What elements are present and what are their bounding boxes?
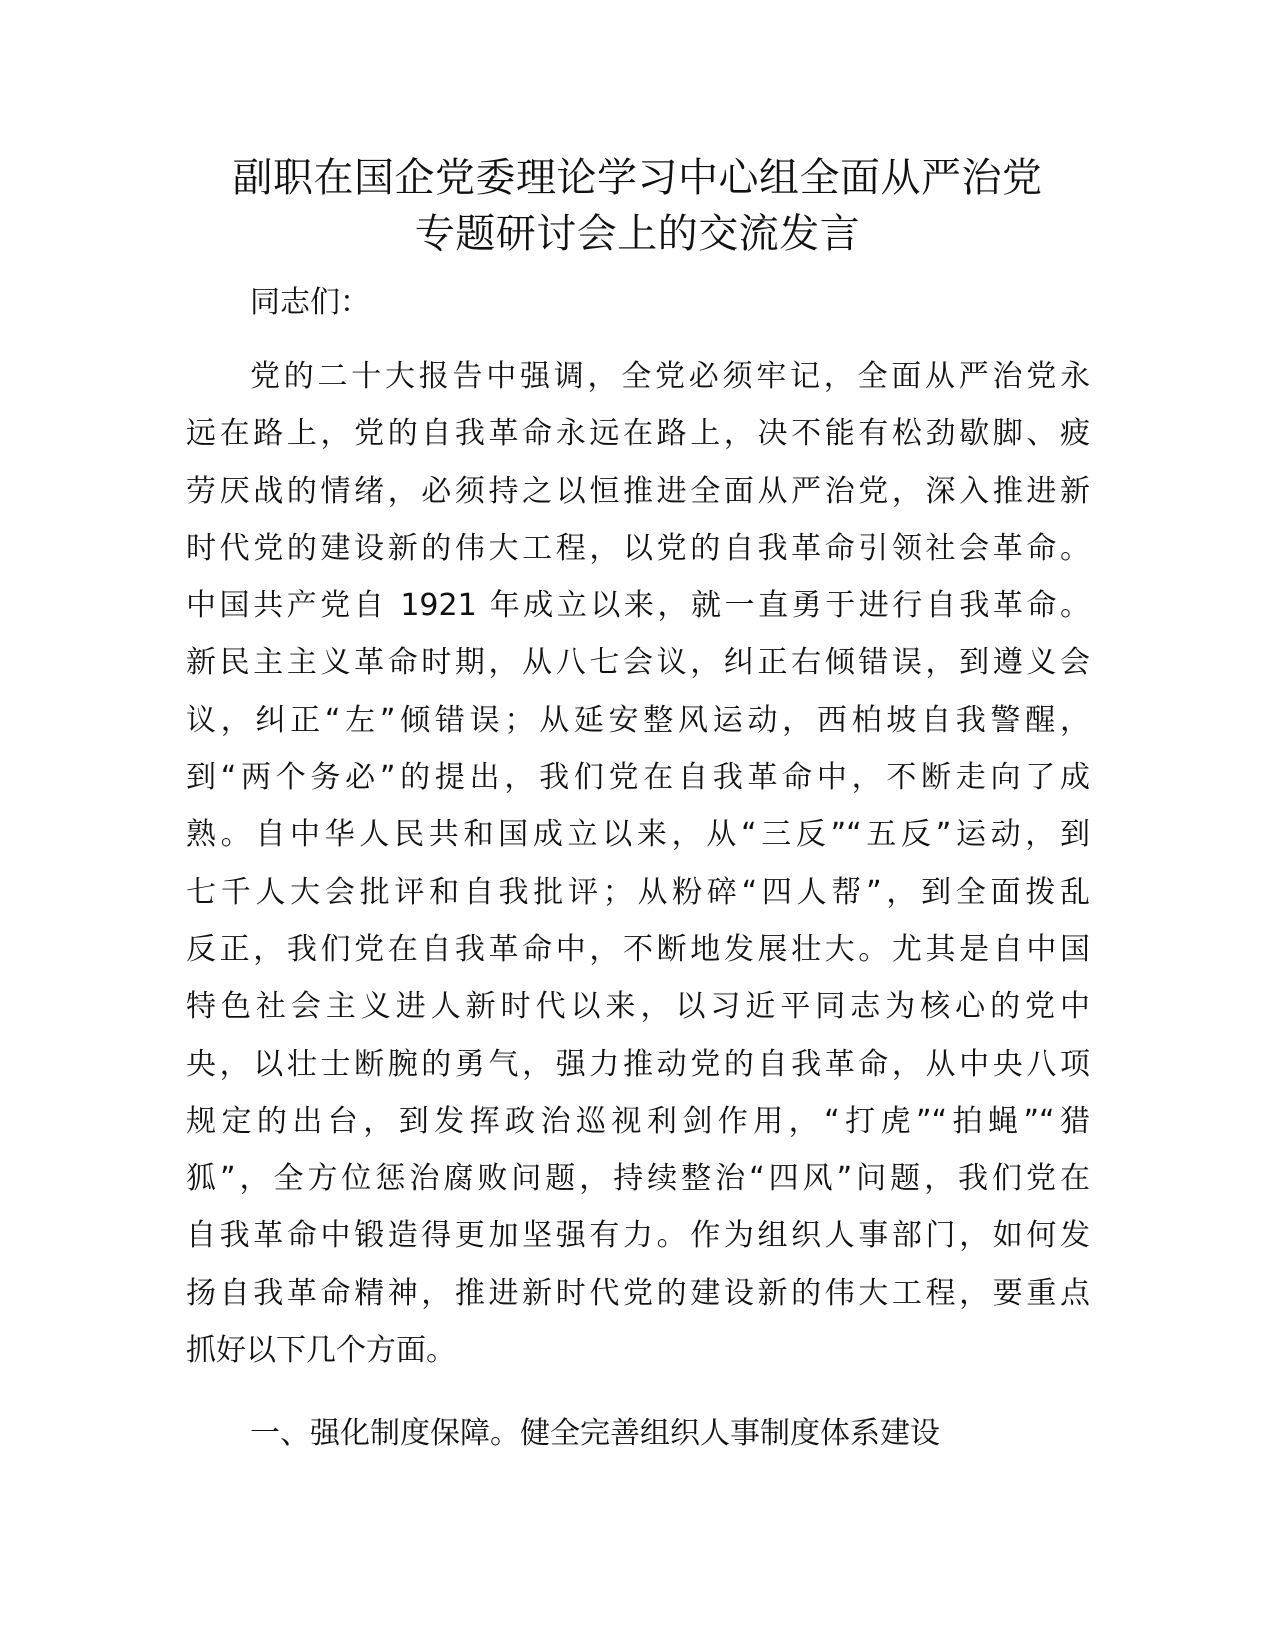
- paragraph-line: 新民主主义革命时期，从八七会议，纠正右倾错误，到遵义会: [186, 645, 1090, 681]
- paragraph-line: 劳厌战的情绪，必须持之以恒推进全面从严治党，深入推进新: [186, 473, 1090, 509]
- paragraph-line: 央，以壮士断腕的勇气，强力推动党的自我革命，从中央八项: [186, 1046, 1090, 1082]
- paragraph-line: 特色社会主义进人新时代以来，以习近平同志为核心的党中: [186, 989, 1090, 1025]
- paragraph-line: 议，纠正“左”倾错误；从延安整风运动，西柏坡自我警醒，: [186, 702, 1090, 738]
- paragraph-line: 中国共产党自 1921 年成立以来，就一直勇于进行自我革命。: [186, 588, 1090, 624]
- body-paragraph: [186, 348, 1090, 1379]
- paragraph-line: 自我革命中锻造得更加坚强有力。作为组织人事部门，如何发: [186, 1218, 1090, 1254]
- greeting: 同志们：: [250, 285, 370, 320]
- paragraph-line: 到“两个务必”的提出，我们党在自我革命中，不断走向了成: [186, 760, 1090, 796]
- title-line-2: 专题研讨会上的交流发言: [414, 211, 861, 257]
- paragraph-line: 狐”，全方位惩治腐败问题，持续整治“四风”问题，我们党在: [186, 1161, 1090, 1197]
- paragraph-line: 规定的出台，到发挥政治巡视利剑作用，“打虎”“拍蝇”“猎: [186, 1103, 1090, 1139]
- document-title: [0, 150, 1275, 262]
- title-line-1: 副职在国企党委理论学习中心组全面从严治党: [232, 155, 1043, 201]
- paragraph-line: 扬自我革命精神，推进新时代党的建设新的伟大工程，要重点: [186, 1275, 1090, 1311]
- paragraph-line: 熟。自中华人民共和国成立以来，从“三反”“五反”运动，到: [186, 817, 1090, 853]
- paragraph-line: 反正，我们党在自我革命中，不断地发展壮大。尤其是自中国: [186, 931, 1090, 967]
- paragraph-line: 抓好以下几个方面。: [186, 1333, 456, 1369]
- paragraph-line: 七千人大会批评和自我批评；从粉碎“四人帮”，到全面拨乱: [186, 874, 1090, 910]
- paragraph-line: 远在路上，党的自我革命永远在路上，决不能有松劲歇脚、疲: [186, 416, 1090, 452]
- paragraph-line: 党的二十大报告中强调，全党必须牢记，全面从严治党永: [250, 359, 1090, 394]
- section-heading: 一、强化制度保障。健全完善组织人事制度体系建设: [250, 1416, 940, 1451]
- paragraph-line: 时代党的建设新的伟大工程，以党的自我革命引领社会革命。: [186, 530, 1090, 566]
